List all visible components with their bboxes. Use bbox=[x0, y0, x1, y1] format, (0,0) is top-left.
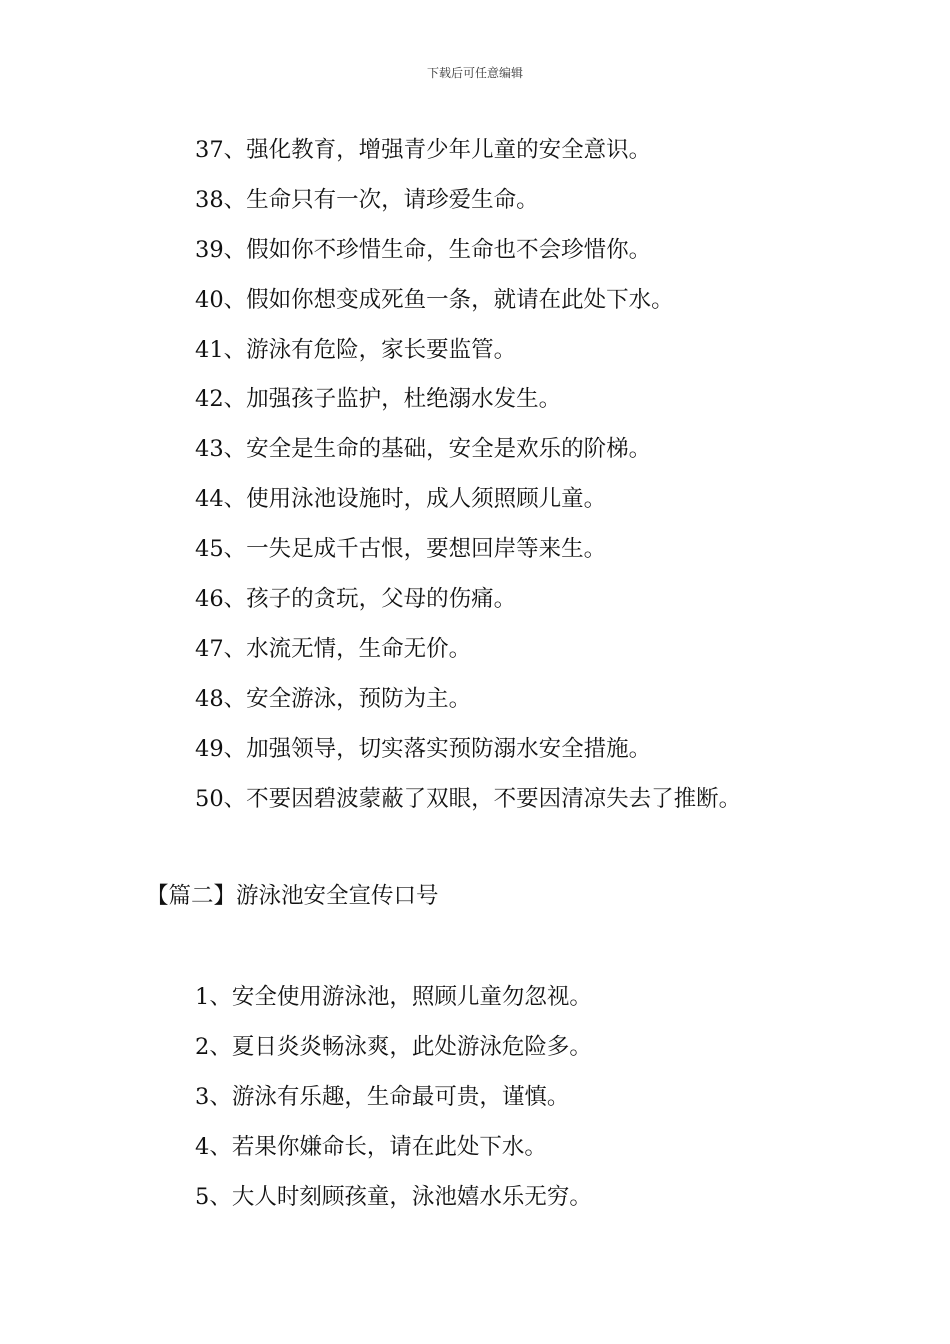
list-item: 43、安全是生命的基础，安全是欢乐的阶梯。 bbox=[195, 436, 652, 463]
list-item: 1、安全使用游泳池，照顾儿童勿忽视。 bbox=[195, 984, 592, 1010]
slogan-list-1 bbox=[195, 138, 741, 836]
list-item: 38、生命只有一次，请珍爱生命。 bbox=[195, 186, 539, 213]
list-item: 4、若果你嫌命长，请在此处下水。 bbox=[195, 1133, 547, 1160]
list-item: 44、使用泳池设施时，成人须照顾儿童。 bbox=[195, 486, 607, 513]
page-header: 下载后可任意编辑 bbox=[426, 66, 523, 80]
section-title: 【篇二】游泳池安全宣传口号 bbox=[146, 883, 439, 909]
list-item: 40、假如你想变成死鱼一条，就请在此处下水。 bbox=[195, 286, 674, 313]
list-item: 2、夏日炎炎畅泳爽，此处游泳危险多。 bbox=[195, 1033, 592, 1060]
list-item: 42、加强孩子监护，杜绝溺水发生。 bbox=[195, 386, 562, 413]
list-item: 47、水流无情，生命无价。 bbox=[195, 635, 472, 662]
list-item: 37、强化教育，增强青少年儿童的安全意识。 bbox=[195, 137, 652, 163]
list-item: 41、游泳有危险，家长要监管。 bbox=[195, 336, 517, 363]
list-item: 48、安全游泳，预防为主。 bbox=[195, 685, 472, 712]
slogan-list-2 bbox=[195, 985, 592, 1234]
list-item: 50、不要因碧波蒙蔽了双眼，不要因清凉失去了推断。 bbox=[195, 785, 742, 812]
list-item: 3、游泳有乐趣，生命最可贵，谨慎。 bbox=[195, 1083, 570, 1110]
list-item: 45、一失足成千古恨，要想回岸等来生。 bbox=[195, 536, 607, 563]
list-item: 5、大人时刻顾孩童，泳池嬉水乐无穷。 bbox=[195, 1183, 592, 1210]
list-item: 39、假如你不珍惜生命，生命也不会珍惜你。 bbox=[195, 236, 652, 263]
list-item: 49、加强领导，切实落实预防溺水安全措施。 bbox=[195, 735, 652, 762]
list-item: 46、孩子的贪玩，父母的伤痛。 bbox=[195, 586, 517, 613]
